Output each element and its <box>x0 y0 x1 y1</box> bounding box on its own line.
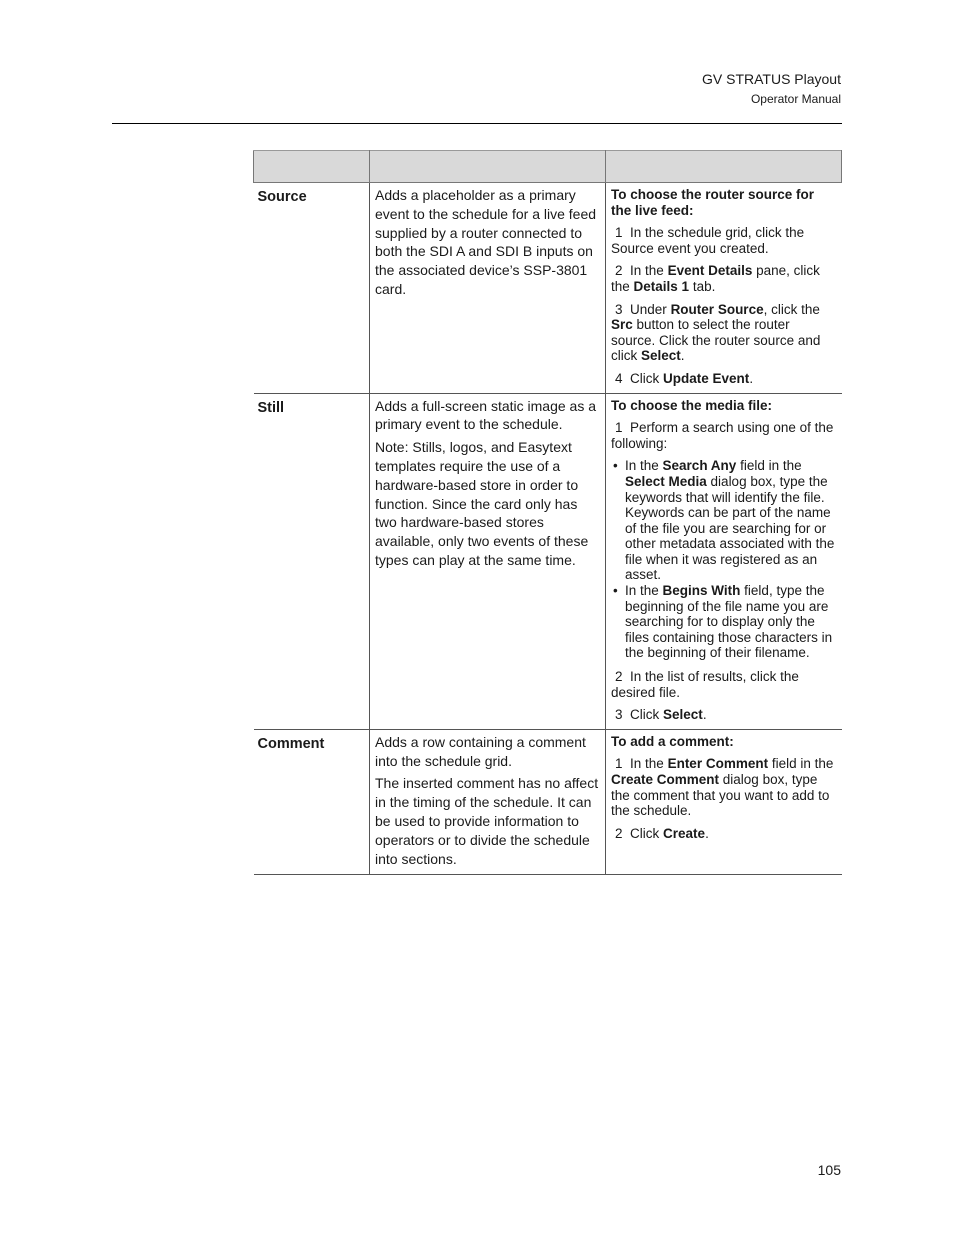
text-run: In the list of results, click the desired file. <box>611 669 799 700</box>
ui-term: Search Any <box>662 458 737 474</box>
description-paragraph: Adds a placeholder as a primary event to the schedule for a live feed supplied by a router connected to both the SDI A and SDI B inputs on the associated device’s SSP-3801 card. <box>375 187 597 297</box>
step-number: 4 <box>615 370 623 386</box>
running-header-subtitle: Operator Manual <box>750 92 841 106</box>
ui-term: Update Event <box>663 370 750 386</box>
event-types-table <box>253 150 842 875</box>
bullet-list <box>611 458 838 661</box>
bullet-item <box>611 583 838 661</box>
event-type-cell: Still <box>254 393 370 729</box>
ui-term: Details 1 <box>633 278 690 294</box>
ui-term: Create <box>663 825 706 841</box>
description-cell <box>370 729 606 875</box>
procedure-heading: To choose the router source for the live feed: <box>611 187 815 218</box>
step-number: 1 <box>615 756 623 772</box>
procedure-step <box>611 826 838 842</box>
text-run: . <box>702 707 707 723</box>
ui-term: Enter Comment <box>667 756 769 772</box>
step-number: 1 <box>615 225 623 241</box>
table-row <box>254 183 842 394</box>
text-run: In the <box>630 263 668 279</box>
table-body <box>254 183 842 875</box>
procedure-step <box>611 225 838 256</box>
text-run: . <box>680 348 685 364</box>
ui-term: Select <box>641 348 681 364</box>
text-run: Click <box>630 707 664 723</box>
text-run: In the schedule grid, click the Source event you created. <box>611 225 805 256</box>
bullet-item <box>611 458 838 583</box>
procedure-step <box>611 669 838 700</box>
description-cell <box>370 183 606 394</box>
text-run: tab. <box>689 278 716 294</box>
procedure-step <box>611 371 838 387</box>
step-number: 2 <box>615 263 623 279</box>
page-number: 105 <box>817 1162 841 1178</box>
text-run: dialog box, type the comment that you want to add to the schedule. <box>611 772 830 819</box>
event-type-cell: Comment <box>254 729 370 875</box>
text-run: In the <box>630 756 668 772</box>
text-run: button to select the router source. Click the router source and click <box>611 317 821 364</box>
description-paragraph: Adds a full-screen static image as a primary event to the schedule. <box>375 397 596 433</box>
procedure-heading: To choose the media file: <box>611 397 773 413</box>
procedure-step <box>611 707 838 723</box>
step-number: 2 <box>615 825 623 841</box>
description-paragraph: Note: Stills, logos, and Easytext templates require the use of a hardware-based store in order to function. Since the card only has two hardware-based stores available, only two events of these types can play at the same time. <box>375 439 589 568</box>
procedure-step <box>611 263 838 294</box>
text-run: . <box>749 370 754 386</box>
text-run: , click the <box>763 301 820 317</box>
step-number: 3 <box>615 301 623 317</box>
table-header-cell <box>606 151 842 183</box>
table-header-row <box>254 151 842 183</box>
text-run: Click <box>630 825 664 841</box>
event-type-cell: Source <box>254 183 370 394</box>
header-divider <box>112 123 842 124</box>
text-run: Perform a search using one of the following: <box>611 420 834 451</box>
text-run: dialog box, type the keywords that will identify the file. Keywords can be part of the name of the file you are searching for or other metadata associated with the file when it was registered as an asset. <box>625 473 835 583</box>
ui-term: Event Details <box>667 263 753 279</box>
procedure-cell <box>606 393 842 729</box>
procedure-step <box>611 420 838 451</box>
ui-term: Create Comment <box>611 772 720 787</box>
procedure-heading: To add a comment: <box>611 733 734 749</box>
procedure-step <box>611 756 838 818</box>
text-run: field in the <box>768 756 834 772</box>
ui-term: Src <box>611 317 633 333</box>
ui-term: Select <box>663 707 703 723</box>
table-header-cell <box>370 151 606 183</box>
table-row <box>254 393 842 729</box>
table-row <box>254 729 842 875</box>
ui-term: Select Media <box>625 473 707 489</box>
step-number: 2 <box>615 669 623 685</box>
text-run: . <box>705 825 709 841</box>
table-header-cell <box>254 151 370 183</box>
procedure-cell <box>606 183 842 394</box>
text-run: In the <box>625 583 663 599</box>
text-run: Click <box>630 370 664 386</box>
step-number: 1 <box>615 420 623 436</box>
procedure-cell <box>606 729 842 875</box>
description-paragraph: The inserted comment has no affect in the timing of the schedule. It can be used to provide information to operators or to divide the schedule into sections. <box>375 775 599 867</box>
description-cell <box>370 393 606 729</box>
text-run: field, type the beginning of the file name you are searching for to display only the files containing those characters in the beginning of their filename. <box>625 583 833 661</box>
text-run: field in the <box>736 458 802 474</box>
text-run: In the <box>625 458 663 474</box>
step-number: 3 <box>615 707 623 723</box>
description-paragraph: Adds a row containing a comment into the schedule grid. <box>375 733 586 769</box>
ui-term: Router Source <box>670 301 764 317</box>
text-run: pane, click the <box>611 263 820 294</box>
text-run: Under <box>630 301 671 317</box>
ui-term: Begins With <box>662 583 741 599</box>
procedure-step <box>611 302 838 364</box>
running-header-title: GV STRATUS Playout <box>701 71 841 87</box>
